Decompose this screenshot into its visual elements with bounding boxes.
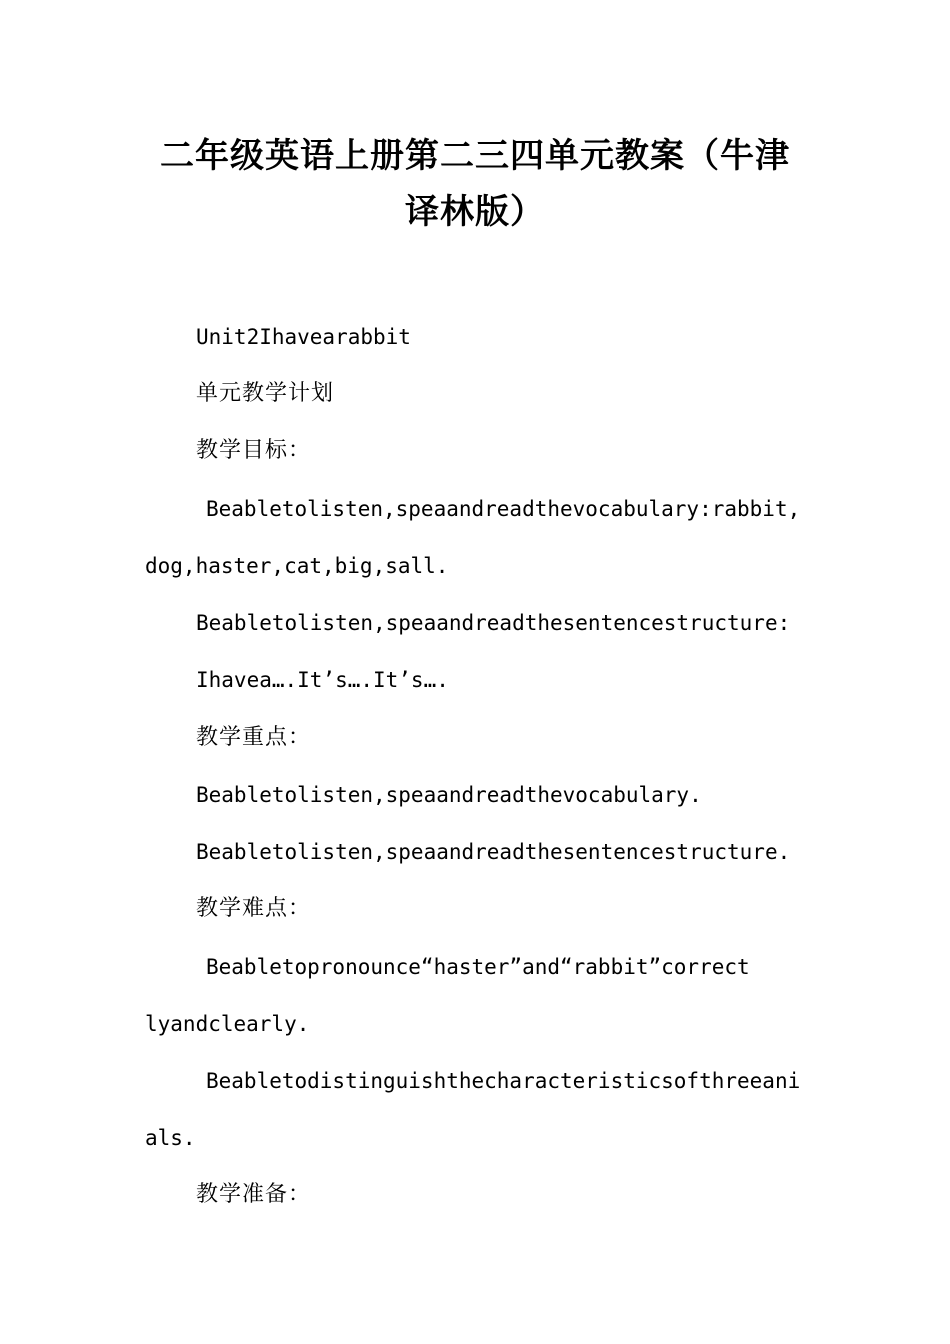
objective-vocabulary-line-1: Beabletolisten,speaandreadthevocabulary:rabbit, (206, 497, 801, 521)
difficulty-pronounce-line-1: Beabletopronounce“haster”and“rabbit”correct (206, 955, 750, 979)
difficulty-distinguish-line-1: Beabletodistinguishthecharacteristicsofthreeani (206, 1069, 801, 1093)
difficulty-distinguish-line-2: als. (145, 1126, 196, 1150)
key-point-sentence: Beabletolisten,speaandreadthesentencestructure. (196, 840, 791, 864)
objective-sentence-line-2: Ihavea….It’s….It’s…. (196, 668, 449, 692)
title-line-1: 二年级英语上册第二三四单元教案（牛津 (160, 136, 790, 176)
section-objectives-heading: 教学目标： (196, 438, 312, 463)
section-key-points-heading: 教学重点： (196, 725, 312, 750)
difficulty-pronounce-line-2: lyandclearly. (145, 1012, 310, 1036)
unit-heading: Unit2Ihavearabbit (196, 325, 411, 349)
section-unit-plan: 单元教学计划 (196, 381, 335, 406)
key-point-vocabulary: Beabletolisten,speaandreadthevocabulary. (196, 783, 702, 807)
objective-sentence-line-1: Beabletolisten,speaandreadthesentencestructure: (196, 611, 791, 635)
section-difficulties-heading: 教学难点： (196, 896, 312, 921)
section-preparation-heading: 教学准备： (196, 1182, 312, 1207)
objective-vocabulary-line-2: dog,haster,cat,big,sall. (145, 554, 449, 578)
title-line-2: 译林版） (405, 192, 545, 232)
document-title (145, 128, 805, 240)
